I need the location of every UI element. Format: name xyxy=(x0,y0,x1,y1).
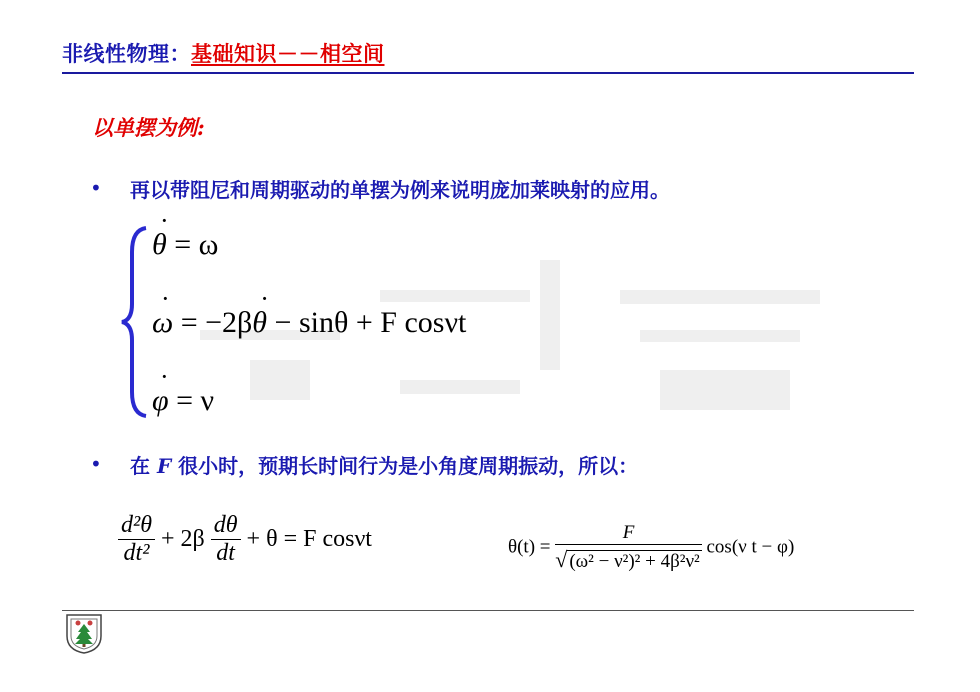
bullet-dot-2: • xyxy=(90,452,102,476)
solution-equation: θ(t) = $\frac{F}{\text{√ (ω² − ν²)² + 4β²ν²}}$ cos(ν t − φ) xyxy=(508,522,795,572)
watermark-shape xyxy=(540,260,560,370)
equation-term-a: = −2β xyxy=(173,306,253,339)
phi-symbol: φ xyxy=(152,384,169,417)
equation-rhs: = ν xyxy=(168,384,215,417)
theta-symbol: θ xyxy=(252,306,268,339)
equation-theta-dot: θ · = ω xyxy=(152,206,219,261)
watermark-shape xyxy=(620,290,820,304)
variable-F: F xyxy=(156,454,172,478)
omega-symbol: ω xyxy=(152,306,174,339)
equation-term-c: − sinθ + F cosνt xyxy=(267,306,467,339)
title-prefix: 非线性物理： xyxy=(62,42,191,66)
university-logo-icon xyxy=(64,612,104,654)
solution-denominator: (ω² − ν²)² + 4β²ν² xyxy=(569,551,700,572)
equation-rhs: = ω xyxy=(166,228,219,261)
title-highlight: 基础知识－－相空间 xyxy=(191,42,385,66)
slide-title xyxy=(62,38,385,68)
ode-numerator-1: d²θ xyxy=(118,512,155,540)
ode-tail: + θ = F cosνt xyxy=(246,526,372,552)
ode-denominator-2: dt xyxy=(216,540,235,566)
footer-rule xyxy=(62,610,914,611)
ode-denominator-1: dt² xyxy=(123,540,150,566)
watermark-shape xyxy=(380,290,530,302)
ode-equation xyxy=(118,512,372,567)
section-subtitle: 以单摆为例: xyxy=(92,115,205,140)
solution-tail: cos(ν t − φ) xyxy=(706,536,795,558)
ode-numerator-2: dθ xyxy=(211,512,241,540)
watermark-shape xyxy=(640,330,800,342)
theta-symbol: θ xyxy=(152,228,167,261)
bullet-text-1: 再以带阻尼和周期驱动的单摆为例来说明庞加莱映射的应用。 xyxy=(130,178,670,202)
equation-phi-dot: φ · = ν xyxy=(152,362,215,417)
watermark-shape xyxy=(250,360,310,400)
equation-omega-dot: ω · = −2βθ · − sinθ + F cosνt xyxy=(152,284,467,339)
bullet-text-2: 在 F 很小时，预期长时间行为是小角度周期振动，所以： xyxy=(130,454,639,478)
solution-numerator: F xyxy=(555,522,702,545)
watermark-shape xyxy=(660,370,790,410)
solution-lhs: θ(t) = xyxy=(508,536,551,558)
system-brace xyxy=(120,222,150,422)
title-rule xyxy=(62,72,914,74)
bullet-dot-1: • xyxy=(90,176,102,200)
watermark-shape xyxy=(400,380,520,394)
ode-mid: + 2β xyxy=(160,526,205,552)
